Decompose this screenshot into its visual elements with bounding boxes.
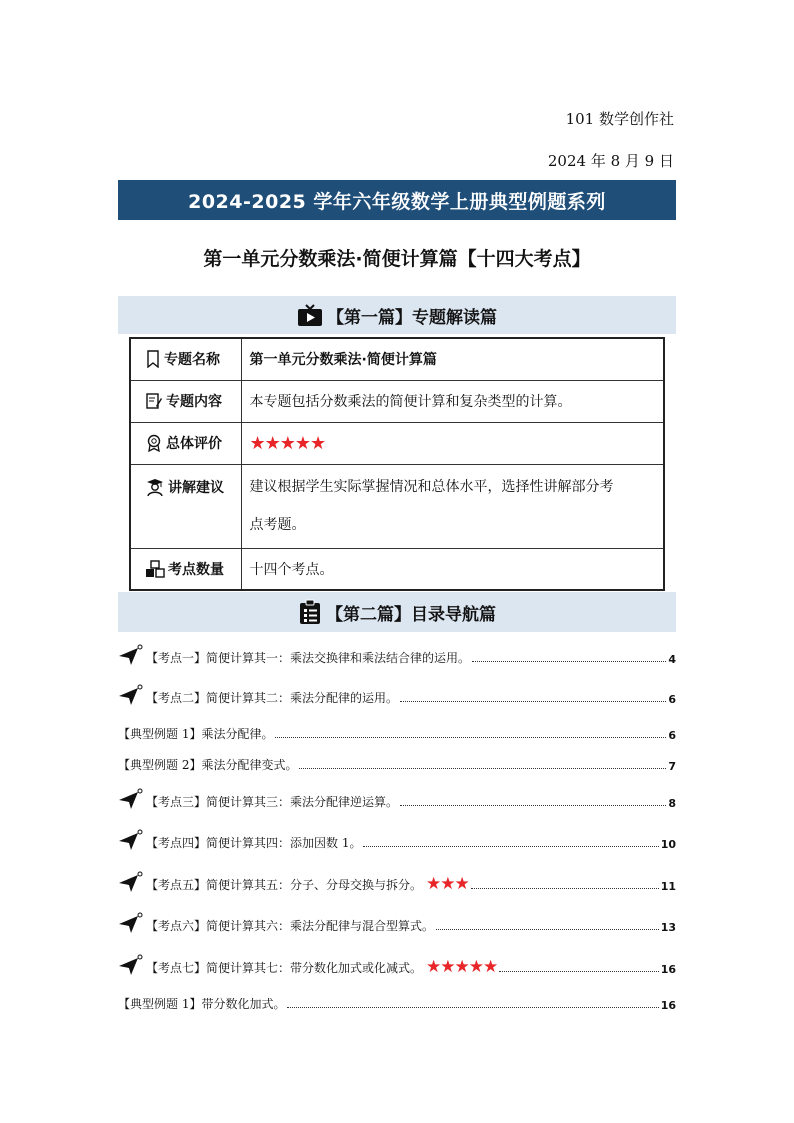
toc-label: 【典型例题 1】乘法分配律。	[118, 727, 274, 741]
toc-label: 【典型例题 1】带分数化加式。	[118, 997, 286, 1011]
toc-entry[interactable]	[118, 873, 676, 893]
toc-label: 【考点六】简便计算其六：乘法分配律与混合型算式。	[146, 919, 435, 933]
difficulty-stars: ★★★	[426, 874, 469, 894]
toc-entry[interactable]	[118, 646, 676, 666]
section-title: 【第二篇】目录导航篇	[326, 604, 496, 625]
toc-label: 【典型例题 2】乘法分配律变式。	[118, 758, 298, 772]
difficulty-stars: ★★★★★	[426, 957, 498, 977]
row-value: 十四个考点。	[241, 548, 664, 590]
toc-page: 6	[668, 729, 676, 742]
toc-entry[interactable]	[118, 914, 676, 934]
row-value-line: 建议根据学生实际掌握情况和总体水平，选择性讲解部分考	[249, 479, 614, 495]
toc-entry[interactable]	[118, 722, 676, 742]
toc-entry[interactable]	[118, 831, 676, 851]
toc-page: 7	[668, 760, 676, 773]
navigation-arrow-icon	[118, 871, 144, 893]
series-banner	[118, 180, 676, 220]
toc-page: 16	[660, 999, 676, 1012]
tv-icon	[297, 303, 323, 327]
row-value: 第一单元分数乘法·简便计算篇	[241, 338, 664, 380]
section-title: 【第一篇】专题解读篇	[327, 307, 497, 328]
toc-entry[interactable]	[118, 686, 676, 706]
row-key: 专题名称	[164, 352, 220, 369]
toc-label: 【考点三】简便计算其三：乘法分配律逆运算。	[146, 795, 399, 809]
row-key: 考点数量	[168, 561, 224, 578]
teacher-icon	[145, 477, 165, 497]
toc-page: 16	[660, 963, 676, 976]
row-value-line: 点考题。	[249, 517, 306, 533]
navigation-arrow-icon	[118, 912, 144, 934]
navigation-arrow-icon	[118, 644, 144, 666]
navigation-arrow-icon	[118, 788, 144, 810]
navigation-arrow-icon	[118, 954, 144, 976]
toc-label: 【考点七】简便计算其七：带分数化加式或化减式。	[146, 961, 423, 975]
toc-page: 6	[668, 693, 676, 706]
toc-entry[interactable]	[118, 992, 676, 1012]
table-row	[130, 380, 664, 422]
document-date: 2024 年 8 月 9 日	[547, 152, 674, 170]
toc-entry[interactable]	[118, 956, 676, 976]
row-value: 本专题包括分数乘法的简便计算和复杂类型的计算。	[241, 380, 664, 422]
toc-page: 13	[660, 921, 676, 934]
section-header-interpretation	[118, 296, 676, 334]
row-key: 专题内容	[166, 394, 222, 410]
row-key: 总体评价	[166, 436, 222, 452]
topic-info-table	[129, 337, 665, 591]
toc-label: 【考点一】简便计算其一：乘法交换律和乘法结合律的运用。	[146, 651, 471, 665]
navigation-arrow-icon	[118, 829, 144, 851]
bookmark-icon	[145, 350, 161, 368]
table-row	[130, 422, 664, 464]
row-key: 讲解建议	[168, 479, 224, 496]
publisher-name: 101 数学创作社	[565, 110, 674, 128]
building-blocks-icon	[145, 560, 165, 578]
clipboard-list-icon	[298, 599, 322, 625]
toc-label: 【考点二】简便计算其二：乘法分配律的运用。	[146, 691, 399, 705]
toc-page: 11	[660, 880, 676, 893]
toc-page: 10	[660, 838, 676, 851]
toc-label: 【考点四】简便计算其四：添加因数 1。	[146, 836, 362, 850]
navigation-arrow-icon	[118, 684, 144, 706]
toc-entry[interactable]	[118, 753, 676, 773]
toc-entry[interactable]	[118, 790, 676, 810]
table-row	[130, 464, 664, 548]
table-row	[130, 338, 664, 380]
award-badge-icon	[145, 434, 163, 452]
document-edit-icon	[145, 392, 163, 410]
rating-stars: ★★★★★	[249, 432, 326, 454]
toc-page: 4	[668, 653, 676, 666]
toc-page: 8	[668, 797, 676, 810]
section-header-toc	[118, 592, 676, 632]
table-row	[130, 548, 664, 590]
unit-title: 第一单元分数乘法·简便计算篇【十四大考点】	[203, 248, 591, 270]
toc-label: 【考点五】简便计算其五：分子、分母交换与拆分。	[146, 878, 423, 892]
series-title: 2024-2025 学年六年级数学上册典型例题系列	[188, 190, 606, 213]
